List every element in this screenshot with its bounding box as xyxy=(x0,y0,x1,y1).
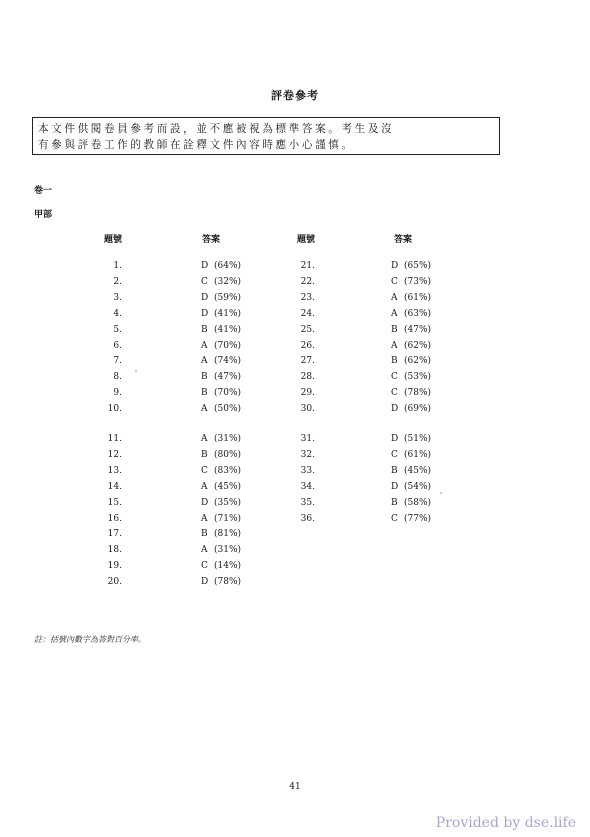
question-number: 12. xyxy=(107,449,122,460)
answer-letter: C xyxy=(391,388,398,399)
answer-letter: C xyxy=(391,276,398,287)
correct-percentage: (47%) xyxy=(214,372,242,383)
question-number: 5. xyxy=(113,324,122,335)
correct-percentage: (83%) xyxy=(214,465,242,476)
question-number: 19. xyxy=(107,561,122,572)
answer-letter: A xyxy=(391,308,398,319)
answer-letter: A xyxy=(201,340,208,351)
question-number: 1. xyxy=(113,261,122,271)
correct-percentage: (32%) xyxy=(214,276,242,287)
page-number: 41 xyxy=(289,782,301,792)
scan-mark xyxy=(135,370,137,372)
answer-letter: B xyxy=(391,465,398,476)
correct-percentage: (53%) xyxy=(404,372,432,383)
answer-letter: C xyxy=(201,561,208,572)
question-number: 13. xyxy=(107,465,122,476)
disclaimer-line-1: 本文件供閱卷員參考而設，並不應被視為標準答案。考生及沒 xyxy=(38,123,395,135)
question-number: 7. xyxy=(113,356,122,367)
answer-letter: D xyxy=(391,261,399,271)
correct-percentage: (69%) xyxy=(404,404,432,415)
correct-percentage: (63%) xyxy=(404,308,432,319)
correct-percentage: (45%) xyxy=(214,481,242,492)
provider-credit: Provided by dse.life xyxy=(435,815,576,831)
correct-percentage: (31%) xyxy=(214,434,242,444)
answer-letter: C xyxy=(201,465,208,476)
correct-percentage: (47%) xyxy=(404,324,432,335)
question-number: 28. xyxy=(300,372,315,383)
correct-percentage: (61%) xyxy=(404,292,432,303)
question-number: 24. xyxy=(300,308,315,319)
question-number: 17. xyxy=(107,529,122,540)
answer-letter: B xyxy=(201,449,208,460)
correct-percentage: (14%) xyxy=(214,561,242,572)
question-number: 14. xyxy=(107,481,122,492)
correct-percentage: (78%) xyxy=(404,388,432,399)
answer-letter: A xyxy=(201,404,208,415)
disclaimer-line-2: 有參與評卷工作的教師在詮釋文件內容時應小心謹慎。 xyxy=(38,139,355,151)
section-label: 甲部 xyxy=(34,210,53,220)
question-number: 34. xyxy=(300,481,315,492)
answer-letter: A xyxy=(391,340,398,351)
answer-letter: B xyxy=(391,497,398,508)
answer-letter: A xyxy=(391,292,398,303)
correct-percentage: (35%) xyxy=(214,497,242,508)
answer-letter: B xyxy=(391,324,398,335)
correct-percentage: (78%) xyxy=(214,577,242,588)
correct-percentage: (73%) xyxy=(404,276,432,287)
correct-percentage: (70%) xyxy=(214,340,242,351)
correct-percentage: (59%) xyxy=(214,292,242,303)
correct-percentage: (70%) xyxy=(214,388,242,399)
question-number: 23. xyxy=(300,292,315,303)
correct-percentage: (41%) xyxy=(214,308,242,319)
question-number: 15. xyxy=(107,497,122,508)
answer-letter: D xyxy=(201,292,209,303)
left-question-header: 題號 xyxy=(104,235,123,245)
right-question-header: 題號 xyxy=(297,235,316,245)
answer-letter: D xyxy=(201,497,209,508)
question-number: 36. xyxy=(300,513,315,524)
footnote: 註：括號內數字為答對百分率。 xyxy=(34,635,146,644)
question-number: 3. xyxy=(113,292,122,303)
correct-percentage: (71%) xyxy=(214,513,242,524)
correct-percentage: (81%) xyxy=(214,529,242,540)
answer-letter: D xyxy=(201,577,209,588)
question-number: 31. xyxy=(300,434,315,444)
answer-letter: C xyxy=(391,372,398,383)
answer-letter: A xyxy=(201,513,208,524)
question-number: 10. xyxy=(107,404,122,415)
question-number: 32. xyxy=(300,449,315,460)
paper-label: 卷一 xyxy=(34,186,53,196)
question-number: 11. xyxy=(107,434,122,444)
answer-letter: B xyxy=(201,388,208,399)
correct-percentage: (65%) xyxy=(404,261,432,271)
question-number: 18. xyxy=(107,545,122,556)
correct-percentage: (64%) xyxy=(214,261,242,271)
right-answer-header: 答案 xyxy=(394,235,413,245)
answer-letter: D xyxy=(391,434,399,444)
question-number: 4. xyxy=(113,308,122,319)
correct-percentage: (50%) xyxy=(214,404,242,415)
correct-percentage: (45%) xyxy=(404,465,432,476)
question-number: 6. xyxy=(113,340,122,351)
question-number: 2. xyxy=(113,276,122,287)
answer-letter: B xyxy=(201,372,208,383)
answer-letter: A xyxy=(201,434,208,444)
correct-percentage: (31%) xyxy=(214,545,242,556)
question-number: 29. xyxy=(300,388,315,399)
correct-percentage: (77%) xyxy=(404,513,432,524)
scan-mark xyxy=(440,492,442,494)
question-number: 9. xyxy=(113,388,122,399)
correct-percentage: (51%) xyxy=(404,434,432,444)
answer-letter: D xyxy=(201,261,209,271)
correct-percentage: (61%) xyxy=(404,449,432,460)
answer-letter: A xyxy=(201,545,208,556)
answer-letter: B xyxy=(201,324,208,335)
question-number: 20. xyxy=(107,577,122,588)
question-number: 25. xyxy=(300,324,315,335)
answer-letter: A xyxy=(201,356,208,367)
question-number: 8. xyxy=(113,372,122,383)
answer-letter: B xyxy=(391,356,398,367)
question-number: 35. xyxy=(300,497,315,508)
correct-percentage: (80%) xyxy=(214,449,242,460)
question-number: 30. xyxy=(300,404,315,415)
question-number: 33. xyxy=(300,465,315,476)
page-title: 評卷參考 xyxy=(271,89,319,102)
disclaimer-box xyxy=(32,117,500,155)
correct-percentage: (62%) xyxy=(404,340,432,351)
correct-percentage: (62%) xyxy=(404,356,432,367)
correct-percentage: (74%) xyxy=(214,356,242,367)
answer-letter: C xyxy=(391,449,398,460)
left-answer-header: 答案 xyxy=(202,235,221,245)
answer-letter: D xyxy=(201,308,209,319)
question-number: 22. xyxy=(300,276,315,287)
question-number: 27. xyxy=(300,356,315,367)
answer-letter: D xyxy=(391,481,399,492)
answer-letter: D xyxy=(391,404,399,415)
answer-letter: C xyxy=(201,276,208,287)
question-number: 16. xyxy=(107,513,122,524)
answer-letter: A xyxy=(201,481,208,492)
question-number: 21. xyxy=(300,261,315,271)
answer-letter: B xyxy=(201,529,208,540)
question-number: 26. xyxy=(300,340,315,351)
correct-percentage: (41%) xyxy=(214,324,242,335)
answer-letter: C xyxy=(391,513,398,524)
correct-percentage: (58%) xyxy=(404,497,432,508)
correct-percentage: (54%) xyxy=(404,481,432,492)
